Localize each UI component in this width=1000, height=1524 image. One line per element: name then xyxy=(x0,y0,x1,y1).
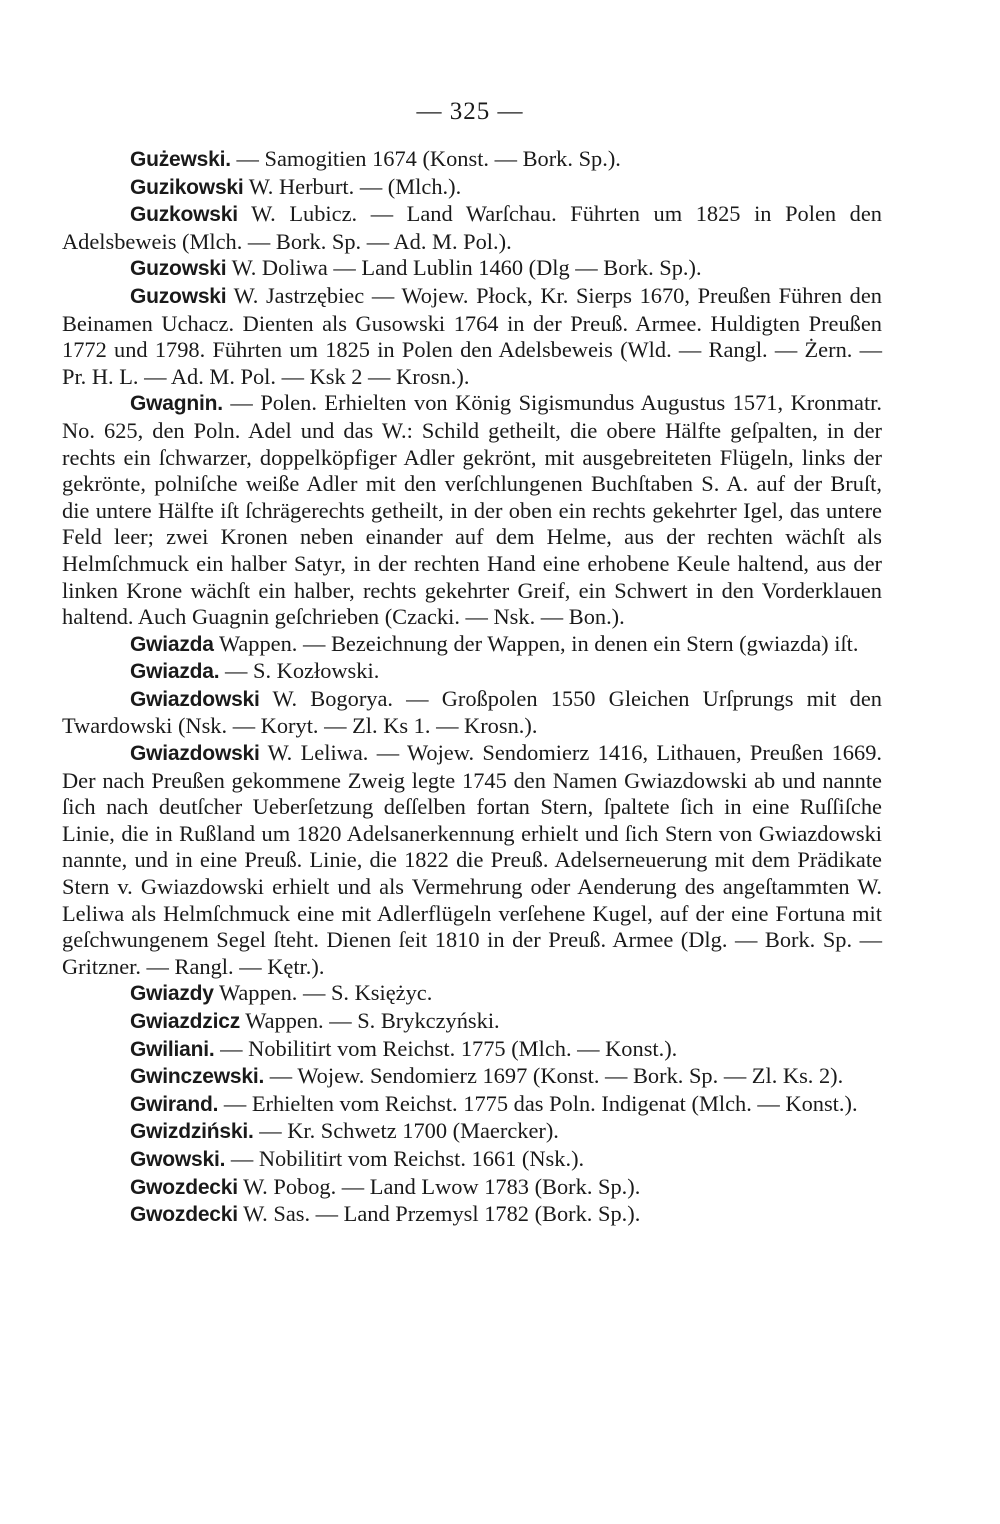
entry-surname: Gwiazdy xyxy=(130,982,214,1006)
entry-text: — Nobilitirt vom Reichst. 1661 (Nsk.). xyxy=(225,1145,585,1171)
entry xyxy=(62,390,882,630)
entry xyxy=(62,1008,882,1036)
entry-surname: Guzikowski xyxy=(130,175,244,199)
entry xyxy=(62,1146,882,1174)
entry-text: W. Bogorya. — Großpolen 1550 Gleichen Urſprungs mit den Twardowski (Nsk. — Koryt. — Zl. Ks 1. — Krosn.). xyxy=(62,685,882,739)
entry-surname: Gwiazdowski xyxy=(130,742,260,766)
entry xyxy=(62,1174,882,1202)
entry xyxy=(62,686,882,740)
entry-surname: Gwagnin. xyxy=(130,392,223,416)
entry-surname: Gwozdecki xyxy=(130,1175,238,1199)
entry-surname: Gwiazdowski xyxy=(130,687,260,711)
entry-surname: Gwiazdzicz xyxy=(130,1010,241,1033)
page-number: — 325 — xyxy=(416,98,524,125)
entry-surname: Gwiliani. xyxy=(130,1037,215,1061)
entry xyxy=(62,980,882,1008)
entry xyxy=(62,201,882,255)
entry-text: — Kr. Schwetz 1700 (Maercker). xyxy=(253,1118,559,1144)
entry xyxy=(62,1118,882,1146)
entry-text: — Erhielten vom Reichst. 1775 das Poln. Indigenat (Mlch. — Konst.). xyxy=(218,1090,858,1116)
entry-surname: Gwozdecki xyxy=(130,1203,238,1227)
entry-surname: Gwiazda xyxy=(130,632,214,656)
entry-text: W. Leliwa. — Wojew. Sendomierz 1416, Lithauen, Preußen 1669. Der nach Preußen gekommene Zweig legte 1745 den Namen Gwiazdowski ab und nannte ſich nach deutſcher Ueberſetzung deſſelben fortan Stern, ſpaltete ſich in eine Ruſſiſche Linie, die in Rußland um 1820 Adelsanerkennung erhielt und ſich Stern von Gwiazdowski nannte, und in eine Preuß. Linie, die 1822 die Preuß. Adelserneuerung mit dem Prädikate Stern v. Gwiazdowski erhielt und als Vermehrung oder Aenderung des angeſtammten W. Leliwa als Helmſchmuck eine mit Adlerflügeln verſehene Kugel, auf der eine Fortuna mit geſchwungenem Segel ſteht. Dienen ſeit 1810 in der Preuß. Armee (Dlg. — Bork. Sp. — Gritzner. — Rangl. — Kętr.). xyxy=(62,740,882,979)
entry-text: Wappen. — S. Księżyc. xyxy=(213,980,433,1006)
entry-text: — Nobilitirt vom Reichst. 1775 (Mlch. — Konst.). xyxy=(214,1035,678,1061)
entry-list xyxy=(62,146,882,1229)
entry-surname: Guzkowski xyxy=(130,203,238,227)
entry-surname: Gwinczewski. xyxy=(130,1065,265,1089)
entry-text: W. Jastrzębiec — Wojew. Płock, Kr. Sierps 1670, Preußen Führen den Beinamen Uchacz. Dienten als Gusowski 1764 in der Preuß. Armee. Huldigten Preußen 1772 und 1798. Führten um 1825 in Polen den Adelsbeweis (Wld. — Rangl. — Żern. — Pr. H. L. — Ad. M. Pol. — Ksk 2 — Krosn.). xyxy=(62,282,882,389)
entry-text: — S. Kozłowski. xyxy=(219,658,380,684)
entry xyxy=(62,1036,882,1064)
entry xyxy=(62,631,882,659)
entry xyxy=(62,658,882,686)
entry xyxy=(62,255,882,283)
entry-surname: Gwowski. xyxy=(130,1147,226,1171)
entry-surname: Gwirand. xyxy=(130,1092,219,1116)
entry-text: — Wojew. Sendomierz 1697 (Konst. — Bork. Sp. — Zl. Ks. 2). xyxy=(264,1063,844,1089)
entry xyxy=(62,740,882,980)
entry xyxy=(62,283,882,390)
entry-surname: Guzowski xyxy=(130,284,227,308)
entry-text: Wappen. — S. Brykczyński. xyxy=(240,1008,500,1033)
entry-text: — Polen. Erhielten von König Sigismundus Augustus 1571, Kronmatr. No. 625, den Poln. Adel und das W.: Schild getheilt, die obere Hälfte geſpalten, in der rechts ein ſchwarzer, doppelköpfiger Adler gekrönt, mit ausgebreiteten Flügeln, links der gekrönte, polniſche weiße Adler mit den verſchlungenen Buchſtaben S. A. auf der Bruſt, die untere Hälfte iſt ſchrägerechts getheilt, in der oben ein rechts gekehrter Igel, das untere Feld leer; zwei Kronen neben einander auf dem Helme, aus der rechten wächſt als Helmſchmuck ein halber Satyr, in der rechten Hand eine erhobene Keule haltend, aus der linken Krone wächſt ein halber, rechts gekehrter Greif, ein Schwert in den Vorderklauen haltend. Auch Guagnin geſchrieben (Czacki. — Nsk. — Bon.). xyxy=(62,390,882,630)
entry xyxy=(62,1063,882,1091)
entry-text: W. Sas. — Land Przemysl 1782 (Bork. Sp.). xyxy=(237,1201,641,1227)
entry-text: W. Lubicz. — Land Warſchau. Führten um 1825 in Polen den Adelsbeweis (Mlch. — Bork. Sp. — Ad. M. Pol.). xyxy=(62,201,882,254)
entry-text: W. Herburt. — (Mlch.). xyxy=(243,173,462,199)
entry-text: Wappen. — Bezeichnung der Wappen, in denen ein Stern (gwiazda) iſt. xyxy=(213,630,859,656)
entry xyxy=(62,146,882,174)
entry-text: W. Pobog. — Land Lwow 1783 (Bork. Sp.). xyxy=(237,1173,641,1199)
entry-surname: Guzowski xyxy=(130,257,227,281)
entry xyxy=(62,174,882,202)
entry-text: — Samogitien 1674 (Konst. — Bork. Sp.). xyxy=(230,146,621,171)
entry-surname: Gwiazda. xyxy=(130,660,220,684)
entry xyxy=(62,1091,882,1119)
entry xyxy=(62,1201,882,1229)
entry-surname: Gwizdziński. xyxy=(130,1120,254,1144)
entry-text: W. Doliwa — Land Lublin 1460 (Dlg — Bork. Sp.). xyxy=(226,255,702,281)
entry-surname: Gużewski. xyxy=(130,148,231,171)
